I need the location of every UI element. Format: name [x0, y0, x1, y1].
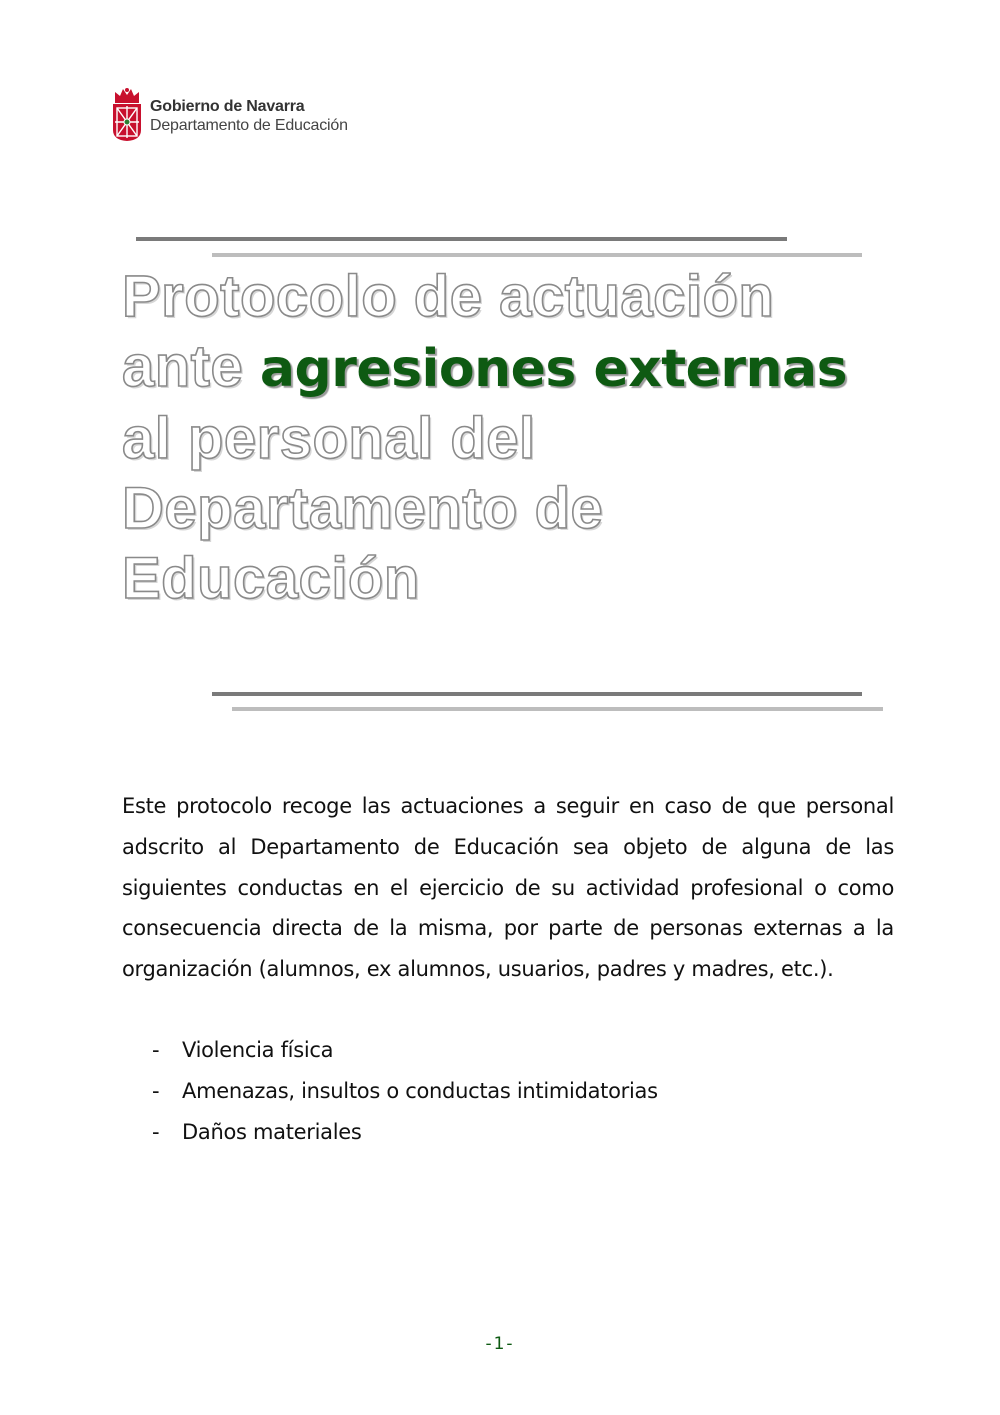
intro-paragraph: Este protocolo recoge las actuaciones a seguir en caso de que personal adscrito al Departamento de Educación sea objeto de alguna de las siguientes conductas en el ejercicio de su actividad profesional o como consecuencia directa de la misma, por parte de personas externas a la organización (alumnos, ex alumnos, usuarios, padres y madres, etc.).	[122, 794, 894, 982]
title-highlight: agresiones externas	[259, 339, 848, 399]
bottom-rule-light	[232, 707, 883, 711]
list-item-text: Daños materiales	[182, 1119, 362, 1144]
department-name: Departamento de Educación	[150, 117, 348, 134]
top-rule-dark	[136, 237, 787, 241]
title-line-5: Educación	[122, 546, 420, 611]
conduct-list	[152, 1030, 658, 1152]
list-bullet: -	[152, 1038, 160, 1062]
list-item	[152, 1112, 658, 1153]
list-item-text: Violencia física	[182, 1038, 334, 1062]
page-number: -1-	[485, 1334, 515, 1354]
logo-text	[150, 97, 348, 135]
page-title	[122, 262, 902, 614]
title-line-4: Departamento de	[122, 476, 604, 541]
title-line-2	[122, 332, 902, 404]
bottom-rule-dark	[212, 692, 862, 696]
list-item-text: Amenazas, insultos o conductas intimidatorias	[182, 1078, 658, 1103]
navarra-coat-of-arms-icon	[110, 86, 144, 142]
title-line-3: al personal del	[122, 406, 536, 471]
list-item	[152, 1030, 658, 1071]
list-item	[152, 1071, 658, 1112]
list-bullet: -	[152, 1119, 160, 1144]
title-line-2-prefix: ante	[122, 334, 260, 399]
header-logo	[110, 86, 348, 142]
list-bullet: -	[152, 1078, 160, 1103]
title-line-1: Protocolo de actuación	[122, 264, 775, 329]
top-rule-light	[212, 253, 862, 257]
org-name: Gobierno de Navarra	[150, 98, 305, 115]
